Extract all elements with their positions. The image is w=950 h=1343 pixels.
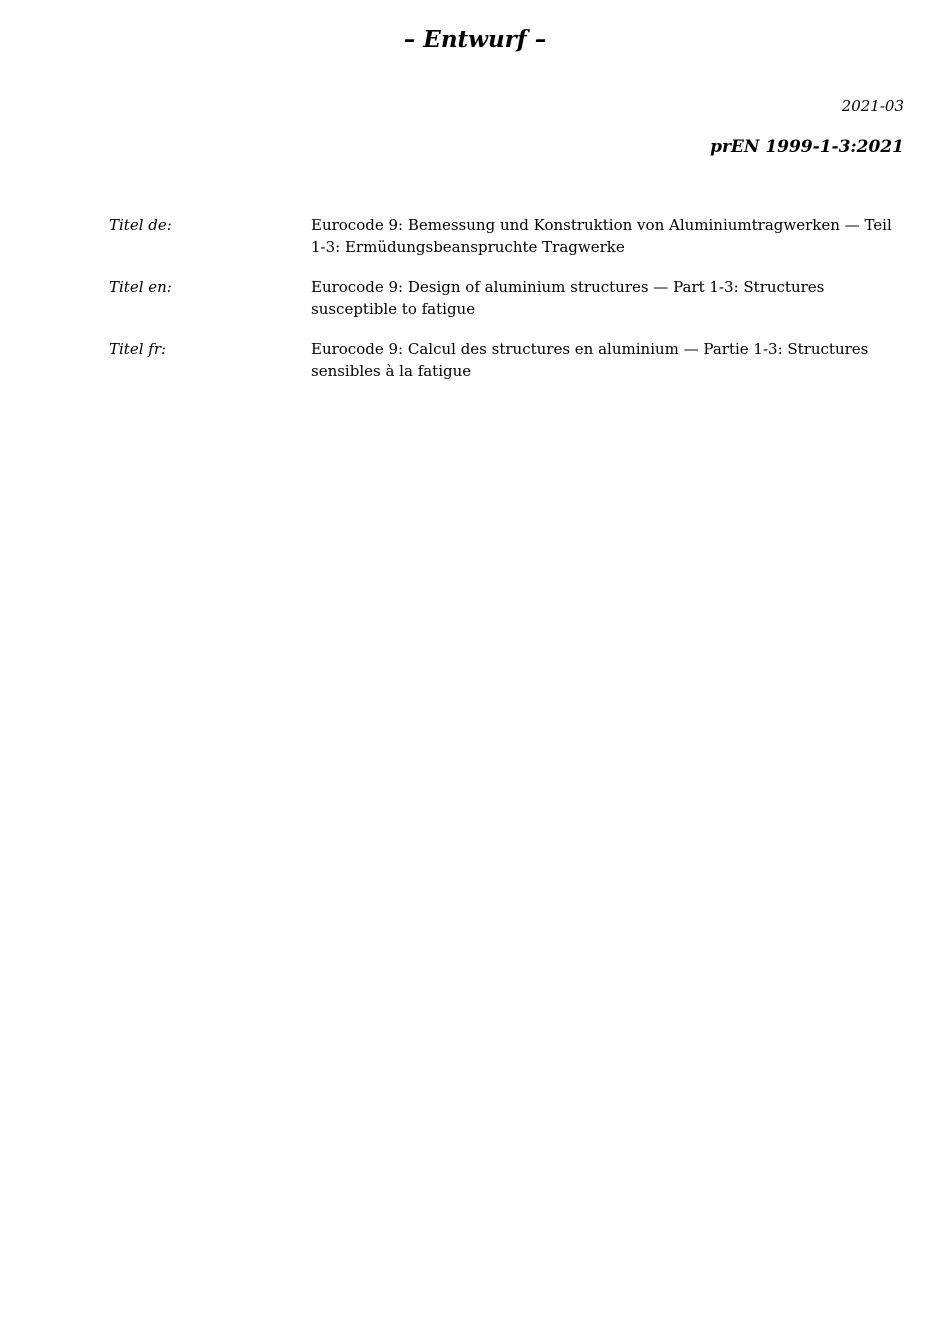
- title-text: Eurocode 9: Calcul des structures en aluminium — Partie 1-3: Structures sensibles à la fatigue: [311, 340, 869, 380]
- title-text: Eurocode 9: Design of aluminium structures — Part 1-3: Structures susceptible to fatigue: [311, 278, 825, 318]
- title-row-fr: [109, 338, 904, 382]
- draft-label: – Entwurf –: [403, 26, 547, 53]
- document-date: 2021-03: [841, 97, 904, 115]
- document-number: prEN 1999-1-3:2021: [710, 137, 904, 157]
- title-table: [109, 214, 904, 400]
- title-row-de: [109, 214, 904, 258]
- title-text: Eurocode 9: Bemessung und Konstruktion von Aluminiumtragwerken — Teil 1-3: Ermüdungsbeanspruchte Tragwerke: [311, 216, 892, 256]
- title-lang-label: Titel de:: [109, 216, 172, 234]
- title-row-en: [109, 276, 904, 320]
- title-lang-label: Titel fr:: [109, 340, 167, 358]
- title-lang-label: Titel en:: [109, 278, 172, 296]
